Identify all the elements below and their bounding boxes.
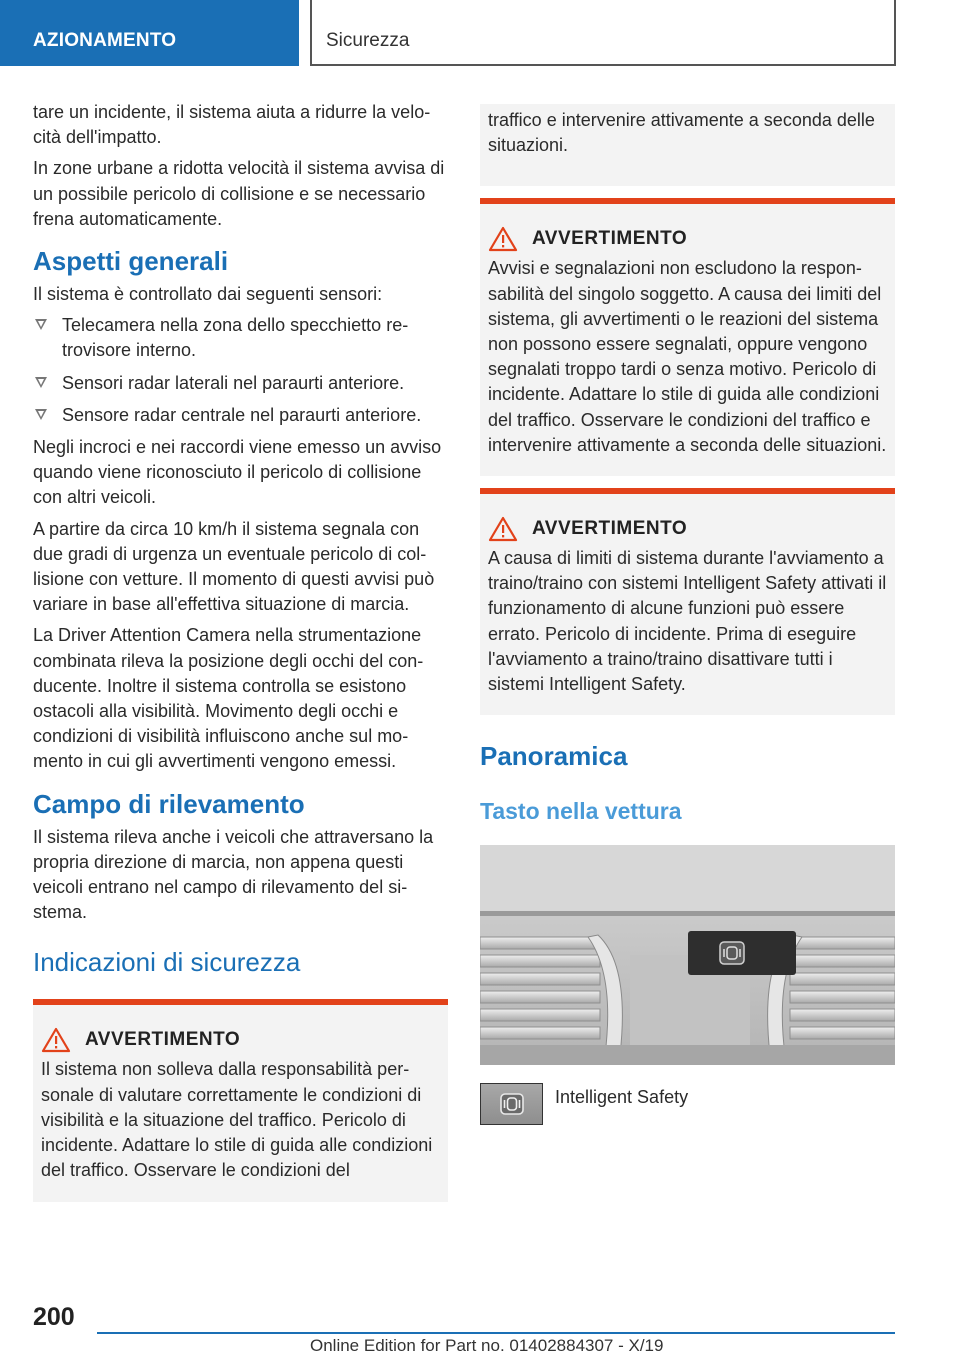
section-tab [0,0,299,66]
warning-continuation [480,104,895,186]
warning-triangle-icon [41,1027,71,1053]
warning-title: AVVERTIMENTO [532,228,688,250]
warning-title: AVVERTIMENTO [85,1029,241,1051]
page-number: 200 [33,1303,75,1331]
button-legend [480,1083,895,1125]
warning-box [480,488,895,715]
heading-tasto-vettura: Tasto nella vettura [480,798,682,825]
paragraph: In zone urbane a ridotta velocità il sistema avvisa di un possibile pericolo di collisione e se necessario frena automaticamente. [33,158,445,229]
subsection-title: Sicurezza [326,30,410,51]
subsection-box [310,0,896,66]
warning-header [488,226,887,252]
warning-title: AVVERTIMENTO [532,518,688,540]
paragraph: tare un incidente, il sistema aiuta a ridurre la velocità dell'impatto. [33,102,431,148]
paragraph: La Driver Attention Camera nella strumentazione combinata rileva la posizione degli occhi del conducente. Inoltre il sistema controlla se esistono ostacoli alla visibilità. Movimento degli occhi e condizioni di visibilità influiscono anche sul momento in cui gli avvertimenti vengono emessi. [33,625,424,772]
intelligent-safety-button-icon [480,1083,543,1125]
warning-box [33,999,448,1201]
paragraph: Negli incroci e nei raccordi viene emesso un avviso quando viene riconosciuto il pericolo di collisione con altri veicoli. [33,437,442,508]
paragraph: Il sistema rileva anche i veicoli che attraversano la propria direzione di marcia, non appena questi veicoli entrano nel campo di rilevamento del sistema. [33,826,434,923]
list-item: Sensori radar laterali nel paraurti anteriore. [33,371,448,396]
edition-text: Online Edition for Part no. 01402884307 - X/19 [310,1336,664,1355]
right-column [480,104,895,1125]
warning-box [480,198,895,476]
left-column [33,100,448,1202]
warning-text: A causa di limiti di sistema durante l'avviamento a traino/traino con sistemi Intelligent Safety attivati il funzionamento di alcune funzioni può essere errato. Pericolo di incidente. Prima di eseguire l'avviamento a traino/traino disattivare tutti i sistemi Intelligent Safety. [488,548,887,695]
list-item: Telecamera nella zona dello specchietto retrovisore interno. [33,313,448,363]
list-item: Sensore radar centrale nel paraurti anteriore. [33,403,448,428]
warning-text: Il sistema non solleva dalla responsabilità personale di valutare correttamente le condizioni di visibilità e la situazione del traffico. Pericolo di incidente. Adattare lo stile di guida alle condizioni del traffico. Osservare le condizioni del [41,1059,433,1181]
sensor-list [33,313,448,428]
warning-text: traffico e intervenire attivamente a seconda delle situazioni. [488,110,875,156]
paragraph: Il sistema è controllato dai seguenti sensori: [33,284,383,305]
heading-aspetti-generali: Aspetti generali [33,246,229,277]
warning-text: Avvisi e segnalazioni non escludono la responsabilità del singolo soggetto. A causa dei limiti del sistema, gli avvertimenti o le reazioni del sistema non possono essere segnalati, oppure vengono segnalati troppo tardi o senza motivo. Pericolo di incidente. Adattare lo stile di guida alle condizioni del traffico. Osservare le condizioni del traffico e intervenire attivamente a seconda delle situazioni. [488,258,887,455]
heading-campo-rilevamento: Campo di rilevamento [33,788,305,819]
dashboard-vents-illustration [480,845,895,1065]
warning-triangle-icon [488,516,518,542]
dashboard-button-photo [480,845,895,1065]
heading-indicazioni-sicurezza: Indicazioni di sicurezza [33,947,301,978]
paragraph: A partire da circa 10 km/h il sistema segnala con due gradi di urgenza un eventuale pericolo di collisione con vetture. Il momento di questi avvisi può variare in base all'effettiva situazione di marcia. [33,518,435,615]
warning-header [41,1027,440,1053]
bullet-triangle-icon [35,409,47,420]
bullet-triangle-icon [35,319,47,330]
bullet-triangle-icon [35,377,47,388]
section-title: AZIONAMENTO [33,30,177,51]
footer-rule [97,1332,895,1334]
warning-triangle-icon [488,226,518,252]
legend-label: Intelligent Safety [555,1087,689,1108]
warning-header [488,516,887,542]
heading-panoramica: Panoramica [480,741,628,772]
